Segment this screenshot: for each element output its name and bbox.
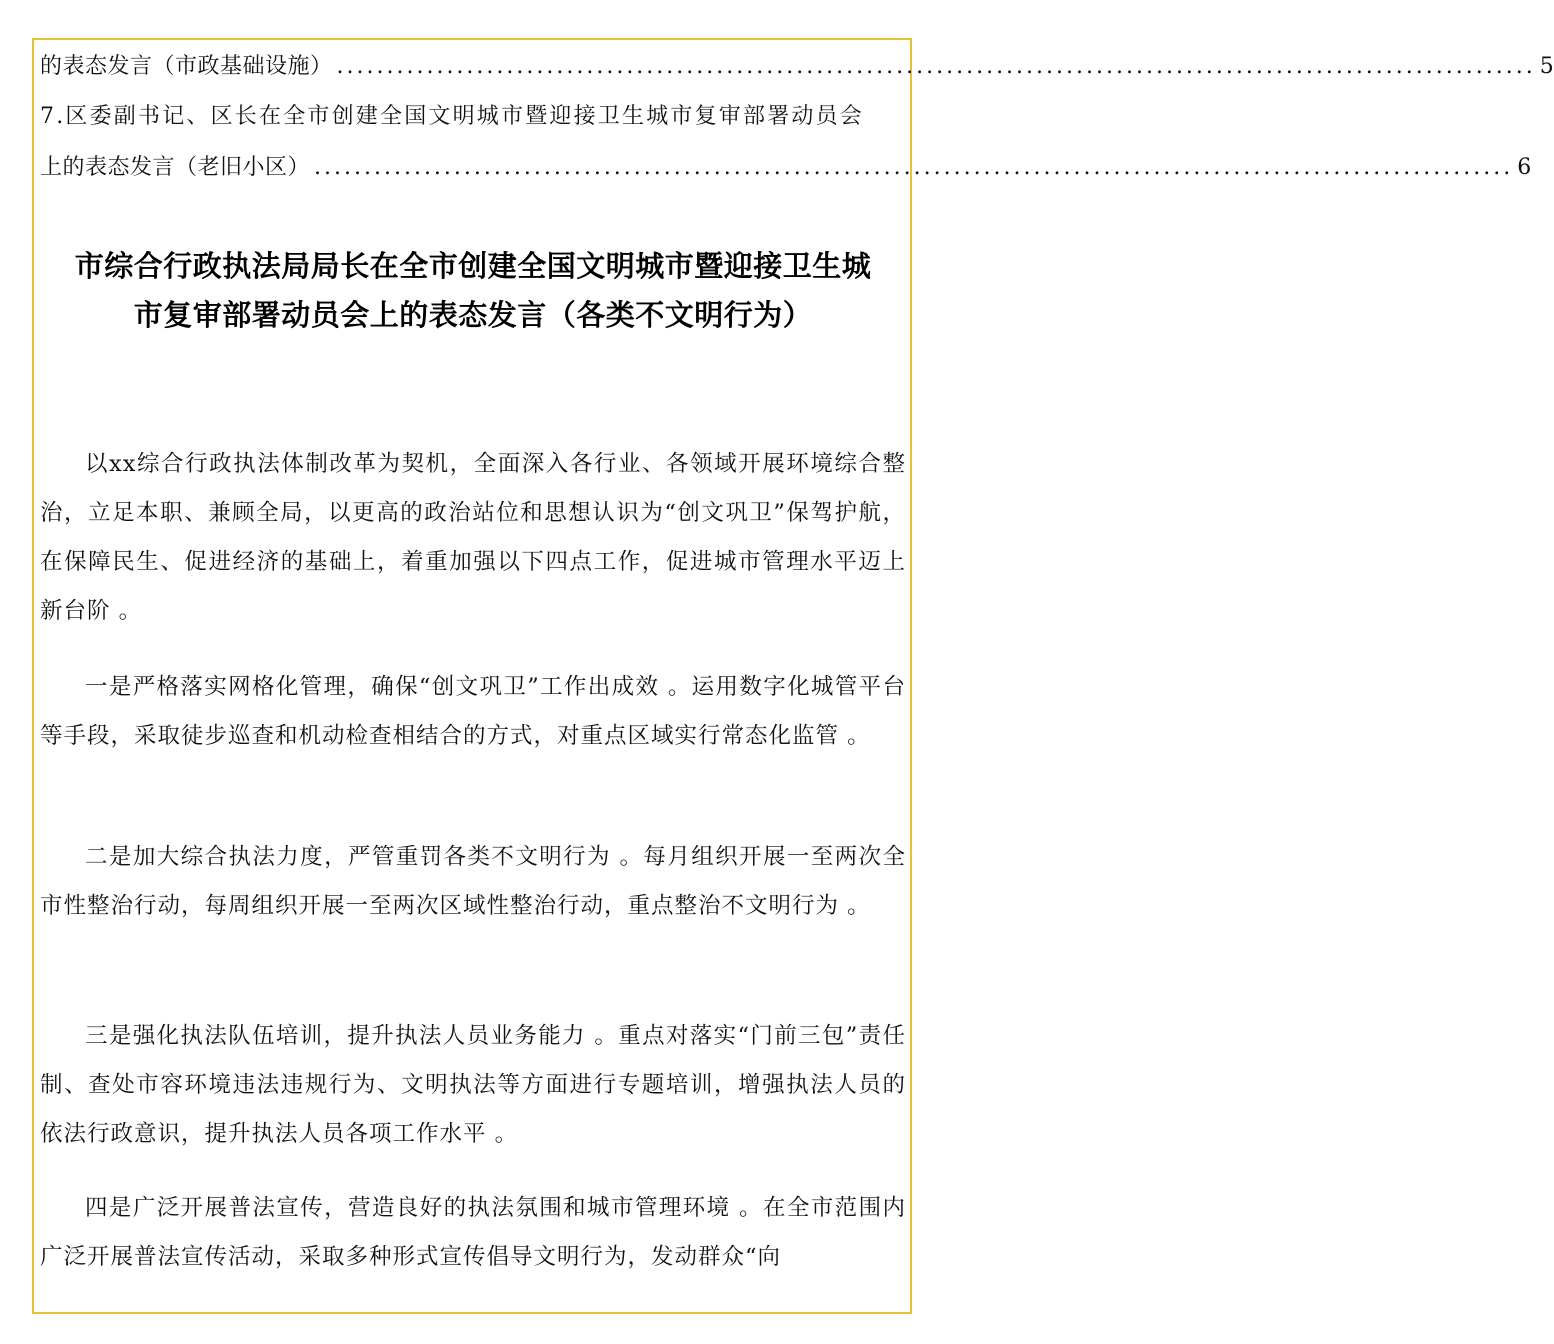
toc-leader-dots: ........................................................................................................................ <box>314 155 1514 180</box>
paragraph-point-2: 二是加大综合执法力度，严管重罚各类不文明行为 。每月组织开展一至两次全市性整治行动，每周组织开展一至两次区域性整治行动，重点整治不文明行为 。 <box>40 844 906 919</box>
toc-page-number: 6 <box>1517 155 1532 180</box>
paragraph-point-1: 一是严格落实网格化管理，确保“创文巩卫”工作出成效 。运用数字化城管平台等手段，采取徒步巡查和机动检查相结合的方式，对重点区域实行常态化监管 。 <box>40 674 906 749</box>
toc-entry-text: 的表态发言（市政基础设施） <box>40 54 333 79</box>
paragraph-point-4: 四是广泛开展普法宣传，营造良好的执法氛围和城市管理环境 。在全市范围内广泛开展普法宣传活动，采取多种形式宣传倡导文明行为，发动群众“向 <box>40 1195 906 1270</box>
toc-entry-7-line1[interactable]: 7.区委副书记、区长在全市创建全国文明城市暨迎接卫生城市复审部署动员会 <box>40 104 864 129</box>
article-title-line-2: 市复审部署动员会上的表态发言（各类不文明行为） <box>133 298 813 332</box>
toc-entry-7[interactable] <box>40 153 1532 183</box>
toc-page-number: 5 <box>1539 54 1554 79</box>
toc-entry-text: 上的表态发言（老旧小区） <box>40 155 311 180</box>
article-title-line-1: 市综合行政执法局局长在全市创建全国文明城市暨迎接卫生城 <box>74 249 872 283</box>
paragraph-point-3: 三是强化执法队伍培训，提升执法人员业务能力 。重点对落实“门前三包”责任制、查处市容环境违法违规行为、文明执法等方面进行专题培训，增强执法人员的依法行政意识，提升执法人员各项工作水平 。 <box>40 1023 906 1147</box>
paragraph-intro: 以xx综合行政执法体制改革为契机，全面深入各行业、各领域开展环境综合整治，立足本职、兼顾全局，以更高的政治站位和思想认识为“创文巩卫”保驾护航，在保障民生、促进经济的基础上，着重加强以下四点工作，促进城市管理水平迈上新台阶 。 <box>40 451 906 624</box>
toc-entry-6[interactable] <box>40 52 1554 82</box>
toc-leader-dots: ........................................................................................................................ <box>336 54 1536 79</box>
